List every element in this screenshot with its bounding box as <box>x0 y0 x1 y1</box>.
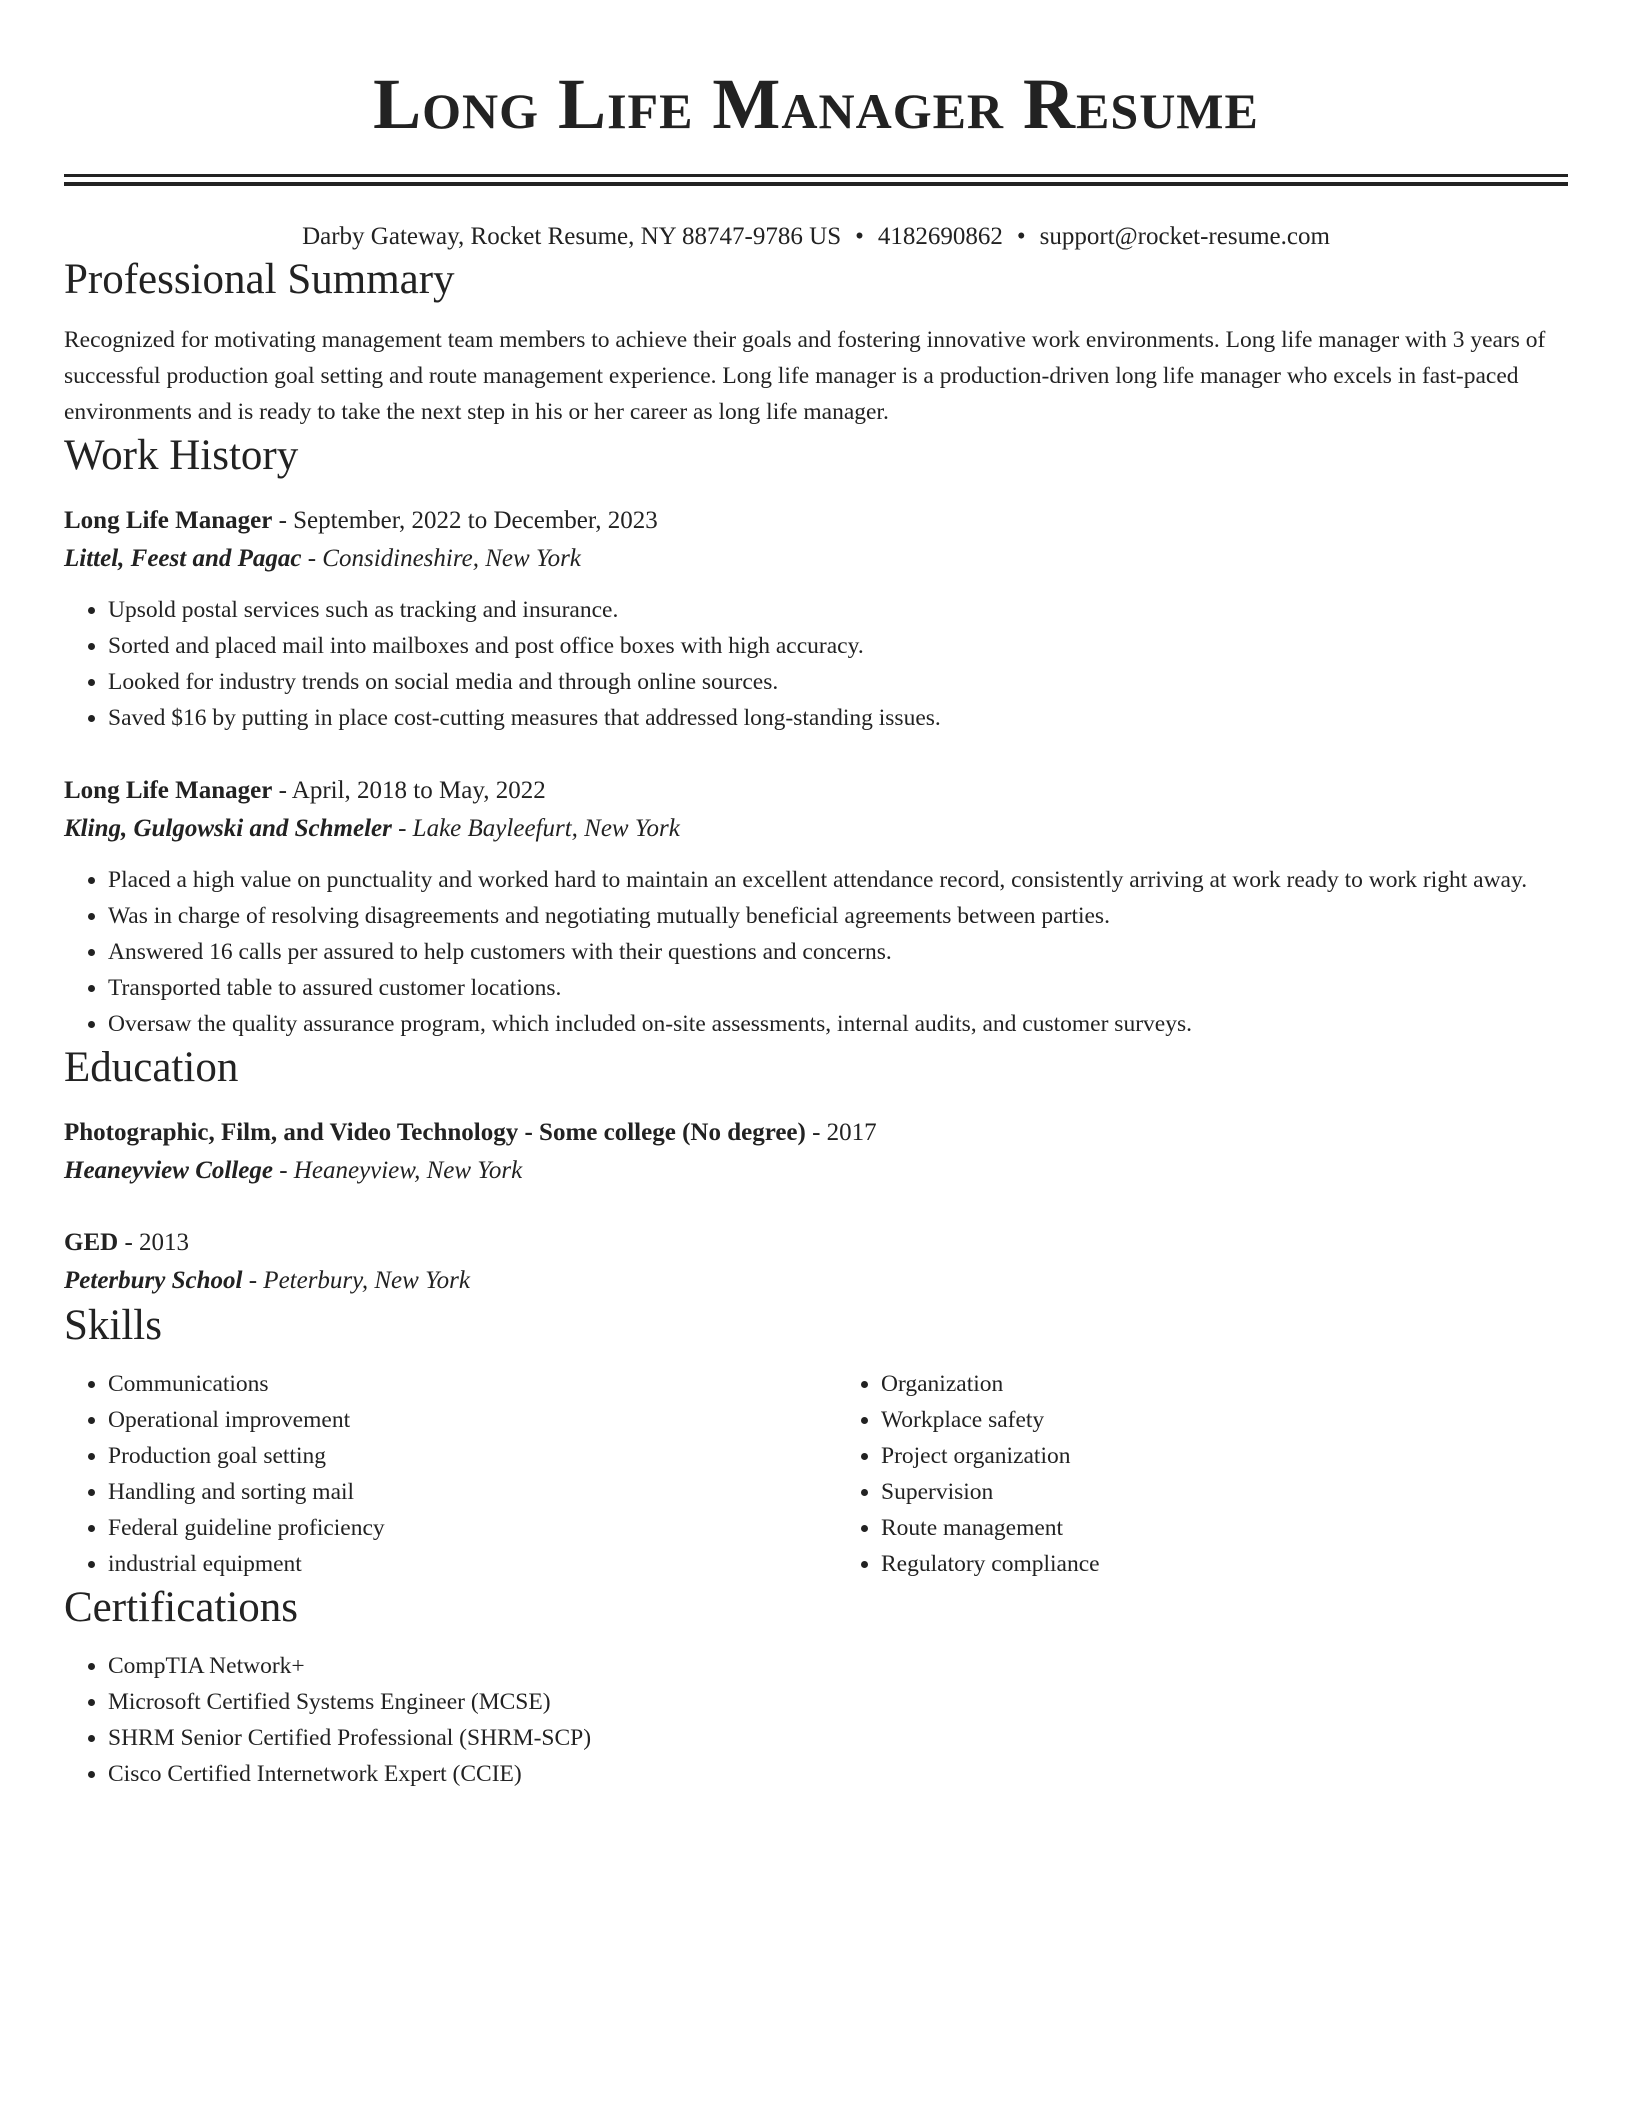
education-school-line <box>64 1152 1568 1190</box>
education-school: Peterbury School <box>64 1267 243 1294</box>
skills-list-left <box>64 1366 795 1582</box>
job-bullet: • Transported table to assured customer locations. <box>108 970 1568 1006</box>
education-degree: Photographic, Film, and Video Technology - Some college (No degree) <box>64 1119 806 1146</box>
contact-phone: 4182690862 <box>877 223 1003 250</box>
contact-email: support@rocket-resume.com <box>1039 223 1330 250</box>
resume-title: Long Life Manager Resume <box>373 64 1259 144</box>
skill-item: • Project organization <box>881 1438 1568 1474</box>
education-year: - 2013 <box>118 1229 190 1256</box>
job-title-line <box>64 502 1568 540</box>
certification-item: • CompTIA Network+ <box>108 1648 1568 1684</box>
certifications-list <box>64 1648 1568 1792</box>
job-bullet: • Upsold postal services such as tracking and insurance. <box>108 592 1568 628</box>
skill-item: • Regulatory compliance <box>881 1546 1568 1582</box>
contact-address: Darby Gateway, Rocket Resume, NY 88747-9786 US <box>302 223 842 250</box>
job-bullets <box>64 592 1568 736</box>
job-company: Kling, Gulgowski and Schmeler <box>64 815 392 842</box>
job-bullet: • Oversaw the quality assurance program, which included on-site assessments, internal audits, and customer surveys. <box>108 1006 1568 1042</box>
certification-item: • Cisco Certified Internetwork Expert (CCIE) <box>108 1756 1568 1792</box>
education-location: - Heaneyview, New York <box>272 1157 523 1184</box>
contact-separator: • <box>855 223 864 250</box>
job-dates: - September, 2022 to December, 2023 <box>272 507 658 534</box>
job-company-line <box>64 810 1568 848</box>
skill-item: • Production goal setting <box>108 1438 795 1474</box>
skill-item: • Route management <box>881 1510 1568 1546</box>
job-company-line <box>64 540 1568 578</box>
job-dates: - April, 2018 to May, 2022 <box>272 777 546 804</box>
education-heading: Education <box>64 1044 239 1091</box>
job-bullet: • Was in charge of resolving disagreements and negotiating mutually beneficial agreements between parties. <box>108 898 1568 934</box>
education-entry <box>64 1224 1568 1300</box>
certification-item: • SHRM Senior Certified Professional (SHRM-SCP) <box>108 1720 1568 1756</box>
skill-item: • Supervision <box>881 1474 1568 1510</box>
title-double-rule <box>64 174 1568 186</box>
job-bullet: • Sorted and placed mail into mailboxes and post office boxes with high accuracy. <box>108 628 1568 664</box>
skill-item: • Workplace safety <box>881 1402 1568 1438</box>
job-title: Long Life Manager <box>64 777 273 804</box>
contact-separator: • <box>1016 223 1026 250</box>
job-bullet: • Saved $16 by putting in place cost-cutting measures that addressed long-standing issues. <box>108 700 1568 736</box>
education-school-line <box>64 1262 1568 1300</box>
job-entry <box>64 772 1568 1042</box>
job-bullet: • Answered 16 calls per assured to help customers with their questions and concerns. <box>108 934 1568 970</box>
education-location: - Peterbury, New York <box>242 1267 471 1294</box>
work-history-heading: Work History <box>64 432 299 479</box>
education-degree-line <box>64 1224 1568 1262</box>
skills-heading: Skills <box>64 1302 162 1349</box>
job-entry <box>64 502 1568 736</box>
certification-item: • Microsoft Certified Systems Engineer (MCSE) <box>108 1684 1568 1720</box>
education-year: - 2017 <box>805 1119 877 1146</box>
summary-text: Recognized for motivating management team members to achieve their goals and fostering innovative work environments. Long life manager with 3 years of successful production goal setting and route management experience. Long life manager is a production-driven long life manager who excels in fast-paced environments and is ready to take the next step in his or her career as long life manager. <box>64 327 1546 425</box>
skill-item: • Operational improvement <box>108 1402 795 1438</box>
skill-item: • Federal guideline proficiency <box>108 1510 795 1546</box>
skills-columns <box>64 1366 1568 1582</box>
contact-line <box>64 220 1568 254</box>
certifications-heading: Certifications <box>64 1584 299 1631</box>
skill-item: • Organization <box>881 1366 1568 1402</box>
job-bullet: • Looked for industry trends on social media and through online sources. <box>108 664 1568 700</box>
skills-list-right <box>837 1366 1568 1582</box>
skill-item: • industrial equipment <box>108 1546 795 1582</box>
skill-item: • Handling and sorting mail <box>108 1474 795 1510</box>
education-degree: GED <box>64 1229 119 1256</box>
job-location: - Considineshire, New York <box>301 545 581 572</box>
job-bullets <box>64 862 1568 1042</box>
job-location: - Lake Bayleefurt, New York <box>391 815 680 842</box>
job-title-line <box>64 772 1568 810</box>
education-entry <box>64 1114 1568 1190</box>
education-school: Heaneyview College <box>64 1157 273 1184</box>
job-title: Long Life Manager <box>64 507 273 534</box>
job-company: Littel, Feest and Pagac <box>64 545 302 572</box>
summary-heading: Professional Summary <box>64 256 455 303</box>
education-degree-line <box>64 1114 1568 1152</box>
skill-item: • Communications <box>108 1366 795 1402</box>
job-bullet: • Placed a high value on punctuality and worked hard to maintain an excellent attendance record, consistently arriving at work ready to work right away. <box>108 862 1568 898</box>
